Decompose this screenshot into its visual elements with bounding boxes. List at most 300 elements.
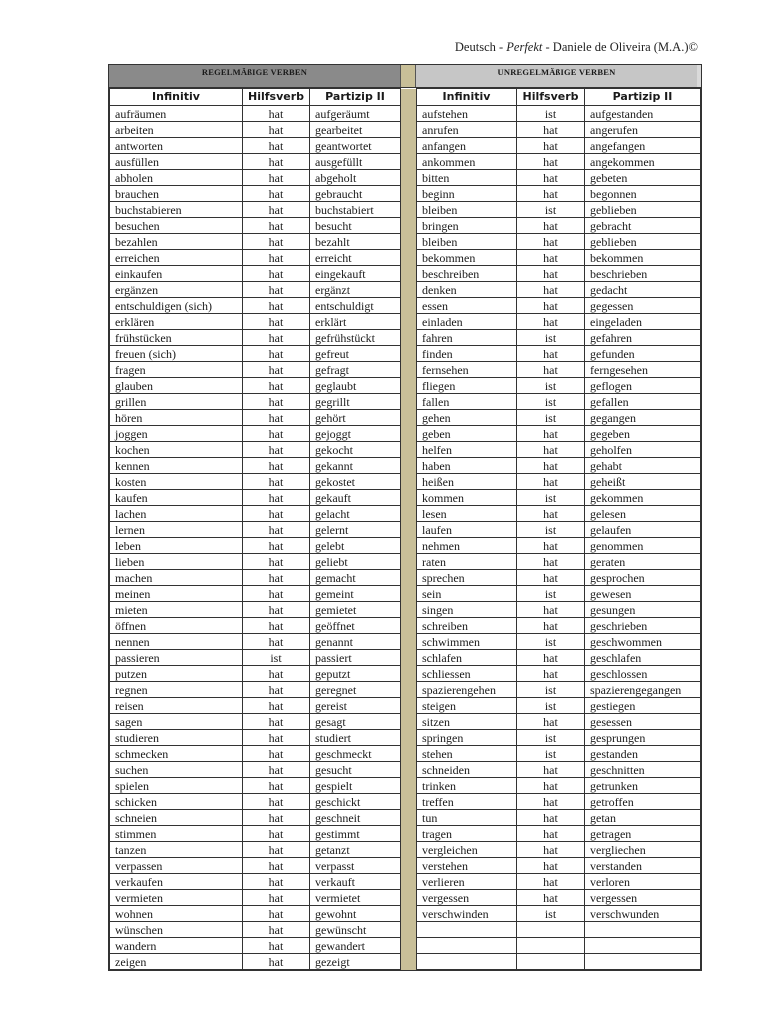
regular-infinitiv-cell: arbeiten [110, 122, 243, 138]
regular-hilfsverb-cell: hat [243, 218, 310, 234]
divider-cell [401, 762, 417, 778]
irregular-hilfsverb-cell: ist [517, 906, 585, 922]
regular-hilfsverb-cell: hat [243, 634, 310, 650]
regular-partizip-cell: geöffnet [310, 618, 401, 634]
col-header-hilfsverb-irregular: Hilfsverb [517, 89, 585, 106]
irregular-partizip-cell: ferngesehen [585, 362, 701, 378]
irregular-infinitiv-cell: haben [417, 458, 517, 474]
irregular-hilfsverb-cell: hat [517, 474, 585, 490]
table-row [110, 618, 701, 634]
divider-cell [401, 138, 417, 154]
irregular-partizip-cell: angerufen [585, 122, 701, 138]
irregular-partizip-cell: geschwommen [585, 634, 701, 650]
irregular-infinitiv-cell: trinken [417, 778, 517, 794]
regular-infinitiv-cell: lieben [110, 554, 243, 570]
regular-partizip-cell: geschneit [310, 810, 401, 826]
regular-hilfsverb-cell: hat [243, 122, 310, 138]
regular-hilfsverb-cell: hat [243, 202, 310, 218]
irregular-infinitiv-cell: stehen [417, 746, 517, 762]
irregular-partizip-cell: gefahren [585, 330, 701, 346]
irregular-infinitiv-cell: essen [417, 298, 517, 314]
table-row [110, 442, 701, 458]
irregular-partizip-cell: geschrieben [585, 618, 701, 634]
regular-hilfsverb-cell: hat [243, 186, 310, 202]
irregular-infinitiv-cell: fliegen [417, 378, 517, 394]
irregular-partizip-cell: gefallen [585, 394, 701, 410]
divider-cell [401, 122, 417, 138]
table-row [110, 906, 701, 922]
irregular-infinitiv-cell: bleiben [417, 234, 517, 250]
irregular-hilfsverb-cell: hat [517, 250, 585, 266]
irregular-partizip-cell: gebeten [585, 170, 701, 186]
table-row [110, 474, 701, 490]
divider-cell [401, 778, 417, 794]
regular-partizip-cell: geputzt [310, 666, 401, 682]
irregular-hilfsverb-cell: hat [517, 186, 585, 202]
irregular-partizip-cell: bekommen [585, 250, 701, 266]
regular-partizip-cell: eingekauft [310, 266, 401, 282]
irregular-infinitiv-cell: fernsehen [417, 362, 517, 378]
table-row [110, 490, 701, 506]
regular-infinitiv-cell: bezahlen [110, 234, 243, 250]
table-row [110, 730, 701, 746]
regular-hilfsverb-cell: hat [243, 698, 310, 714]
table-row [110, 922, 701, 938]
irregular-hilfsverb-cell: hat [517, 762, 585, 778]
divider-cell [401, 346, 417, 362]
irregular-partizip-cell: vergessen [585, 890, 701, 906]
irregular-infinitiv-cell: steigen [417, 698, 517, 714]
irregular-partizip-cell [585, 938, 701, 954]
irregular-partizip-cell: geraten [585, 554, 701, 570]
col-header-hilfsverb-regular: Hilfsverb [243, 89, 310, 106]
divider-cell [401, 714, 417, 730]
regular-partizip-cell: gewohnt [310, 906, 401, 922]
regular-hilfsverb-cell: hat [243, 394, 310, 410]
regular-hilfsverb-cell: hat [243, 458, 310, 474]
divider-cell [401, 234, 417, 250]
regular-hilfsverb-cell: hat [243, 282, 310, 298]
irregular-partizip-cell: gesungen [585, 602, 701, 618]
irregular-infinitiv-cell: lesen [417, 506, 517, 522]
irregular-infinitiv-cell: anfangen [417, 138, 517, 154]
irregular-infinitiv-cell: aufstehen [417, 106, 517, 122]
divider-cell [401, 890, 417, 906]
divider-cell [401, 938, 417, 954]
table-row [110, 522, 701, 538]
irregular-hilfsverb-cell: hat [517, 890, 585, 906]
irregular-hilfsverb-cell: hat [517, 858, 585, 874]
regular-partizip-cell: gemeint [310, 586, 401, 602]
regular-hilfsverb-cell: hat [243, 602, 310, 618]
regular-partizip-cell: gesagt [310, 714, 401, 730]
col-header-infinitiv-regular: Infinitiv [110, 89, 243, 106]
irregular-infinitiv-cell: denken [417, 282, 517, 298]
regular-hilfsverb-cell: hat [243, 762, 310, 778]
divider-cell [401, 89, 417, 106]
regular-hilfsverb-cell: hat [243, 618, 310, 634]
divider-cell [401, 858, 417, 874]
irregular-infinitiv-cell: einladen [417, 314, 517, 330]
regular-partizip-cell: abgeholt [310, 170, 401, 186]
irregular-partizip-cell: gegessen [585, 298, 701, 314]
irregular-hilfsverb-cell: hat [517, 442, 585, 458]
irregular-partizip-cell: spazierengegangen [585, 682, 701, 698]
irregular-partizip-cell: begonnen [585, 186, 701, 202]
irregular-infinitiv-cell: tun [417, 810, 517, 826]
regular-infinitiv-cell: frühstücken [110, 330, 243, 346]
irregular-hilfsverb-cell: hat [517, 234, 585, 250]
divider-cell [401, 378, 417, 394]
irregular-hilfsverb-cell: hat [517, 810, 585, 826]
irregular-hilfsverb-cell: hat [517, 282, 585, 298]
regular-infinitiv-cell: stimmen [110, 826, 243, 842]
regular-partizip-cell: gespielt [310, 778, 401, 794]
divider-cell [401, 266, 417, 282]
regular-hilfsverb-cell: hat [243, 138, 310, 154]
table-row [110, 762, 701, 778]
regular-infinitiv-cell: leben [110, 538, 243, 554]
regular-hilfsverb-cell: hat [243, 794, 310, 810]
irregular-partizip-cell: beschrieben [585, 266, 701, 282]
irregular-infinitiv-cell: ankommen [417, 154, 517, 170]
divider-cell [401, 186, 417, 202]
table-row [110, 186, 701, 202]
table-row [110, 170, 701, 186]
irregular-partizip-cell: angekommen [585, 154, 701, 170]
irregular-hilfsverb-cell [517, 954, 585, 970]
divider-cell [401, 682, 417, 698]
regular-partizip-cell: gefrühstückt [310, 330, 401, 346]
irregular-infinitiv-cell: raten [417, 554, 517, 570]
irregular-hilfsverb-cell: ist [517, 202, 585, 218]
irregular-partizip-cell: gegeben [585, 426, 701, 442]
irregular-partizip-cell: geblieben [585, 234, 701, 250]
regular-hilfsverb-cell: hat [243, 714, 310, 730]
regular-infinitiv-cell: aufräumen [110, 106, 243, 122]
irregular-infinitiv-cell: schliessen [417, 666, 517, 682]
table-row [110, 778, 701, 794]
regular-infinitiv-cell: kochen [110, 442, 243, 458]
irregular-hilfsverb-cell: ist [517, 634, 585, 650]
regular-partizip-cell: geliebt [310, 554, 401, 570]
divider-cell [401, 522, 417, 538]
header-italic: Perfekt [506, 40, 543, 54]
regular-infinitiv-cell: fragen [110, 362, 243, 378]
irregular-partizip-cell: gelesen [585, 506, 701, 522]
irregular-hilfsverb-cell: hat [517, 666, 585, 682]
table-row [110, 826, 701, 842]
regular-infinitiv-cell: vermieten [110, 890, 243, 906]
divider-cell [401, 506, 417, 522]
regular-partizip-cell: gewünscht [310, 922, 401, 938]
regular-hilfsverb-cell: hat [243, 538, 310, 554]
divider-cell [401, 922, 417, 938]
regular-hilfsverb-cell: hat [243, 874, 310, 890]
table-row [110, 938, 701, 954]
table-row [110, 698, 701, 714]
divider-cell [401, 842, 417, 858]
table-row [110, 154, 701, 170]
irregular-partizip-cell: eingeladen [585, 314, 701, 330]
irregular-partizip-cell: gehabt [585, 458, 701, 474]
irregular-infinitiv-cell: vergessen [417, 890, 517, 906]
divider-cell [401, 218, 417, 234]
irregular-infinitiv-cell: laufen [417, 522, 517, 538]
regular-infinitiv-cell: sagen [110, 714, 243, 730]
table-row [110, 202, 701, 218]
regular-partizip-cell: gelebt [310, 538, 401, 554]
irregular-infinitiv-cell: vergleichen [417, 842, 517, 858]
table-row [110, 810, 701, 826]
irregular-infinitiv-cell: tragen [417, 826, 517, 842]
col-header-partizip-irregular: Partizip II [585, 89, 701, 106]
irregular-infinitiv-cell: bringen [417, 218, 517, 234]
irregular-infinitiv-cell: verstehen [417, 858, 517, 874]
divider-cell [401, 314, 417, 330]
irregular-hilfsverb-cell: hat [517, 218, 585, 234]
regular-partizip-cell: gekannt [310, 458, 401, 474]
regular-infinitiv-cell: nennen [110, 634, 243, 650]
irregular-hilfsverb-cell: hat [517, 570, 585, 586]
table-row [110, 714, 701, 730]
irregular-partizip-cell: getragen [585, 826, 701, 842]
regular-partizip-cell: studiert [310, 730, 401, 746]
irregular-verbs-title: UNREGELMÄßIGE VERBEN [416, 65, 701, 87]
regular-infinitiv-cell: schneien [110, 810, 243, 826]
regular-hilfsverb-cell: hat [243, 826, 310, 842]
regular-hilfsverb-cell: hat [243, 922, 310, 938]
irregular-infinitiv-cell: verlieren [417, 874, 517, 890]
irregular-hilfsverb-cell: hat [517, 458, 585, 474]
regular-infinitiv-cell: kosten [110, 474, 243, 490]
divider-cell [401, 906, 417, 922]
table-row [110, 218, 701, 234]
regular-partizip-cell: geschickt [310, 794, 401, 810]
irregular-partizip-cell: gedacht [585, 282, 701, 298]
divider-cell [401, 570, 417, 586]
regular-hilfsverb-cell: hat [243, 426, 310, 442]
irregular-infinitiv-cell: fallen [417, 394, 517, 410]
irregular-hilfsverb-cell: ist [517, 698, 585, 714]
irregular-hilfsverb-cell [517, 938, 585, 954]
table-row [110, 890, 701, 906]
irregular-hilfsverb-cell: hat [517, 538, 585, 554]
regular-partizip-cell: gekauft [310, 490, 401, 506]
regular-infinitiv-cell: antworten [110, 138, 243, 154]
divider-cell [401, 282, 417, 298]
irregular-infinitiv-cell: schreiben [417, 618, 517, 634]
regular-partizip-cell: gesucht [310, 762, 401, 778]
regular-partizip-cell: gefreut [310, 346, 401, 362]
column-header-row [110, 89, 701, 106]
header-suffix: - Daniele de Oliveira (M.A.)© [542, 40, 698, 54]
regular-infinitiv-cell: spielen [110, 778, 243, 794]
irregular-hilfsverb-cell: ist [517, 682, 585, 698]
irregular-partizip-cell: geschnitten [585, 762, 701, 778]
regular-hilfsverb-cell: hat [243, 570, 310, 586]
regular-infinitiv-cell: machen [110, 570, 243, 586]
header-prefix: Deutsch - [454, 40, 507, 54]
irregular-partizip-cell: aufgestanden [585, 106, 701, 122]
irregular-partizip-cell: getan [585, 810, 701, 826]
table-row [110, 426, 701, 442]
table-row [110, 298, 701, 314]
divider-cell [401, 394, 417, 410]
section-header-band [109, 65, 701, 88]
irregular-hilfsverb-cell: hat [517, 794, 585, 810]
irregular-infinitiv-cell: schwimmen [417, 634, 517, 650]
regular-verbs-title: REGELMÄßIGE VERBEN [109, 65, 400, 87]
regular-infinitiv-cell: einkaufen [110, 266, 243, 282]
irregular-infinitiv-cell: fahren [417, 330, 517, 346]
divider-cell [401, 602, 417, 618]
irregular-hilfsverb-cell: hat [517, 426, 585, 442]
table-row [110, 106, 701, 122]
irregular-infinitiv-cell: anrufen [417, 122, 517, 138]
irregular-hilfsverb-cell: hat [517, 874, 585, 890]
regular-hilfsverb-cell: hat [243, 938, 310, 954]
document-header [455, 40, 698, 55]
irregular-partizip-cell: geblieben [585, 202, 701, 218]
divider-cell [401, 826, 417, 842]
irregular-partizip-cell [585, 922, 701, 938]
regular-infinitiv-cell: kaufen [110, 490, 243, 506]
irregular-partizip-cell: vergliechen [585, 842, 701, 858]
table-row [110, 538, 701, 554]
irregular-hilfsverb-cell: hat [517, 650, 585, 666]
regular-partizip-cell: gestimmt [310, 826, 401, 842]
divider-cell [401, 426, 417, 442]
divider-cell [401, 618, 417, 634]
regular-partizip-cell: aufgeräumt [310, 106, 401, 122]
regular-infinitiv-cell: hören [110, 410, 243, 426]
irregular-infinitiv-cell: sprechen [417, 570, 517, 586]
regular-partizip-cell: gereist [310, 698, 401, 714]
irregular-infinitiv-cell [417, 922, 517, 938]
regular-hilfsverb-cell: hat [243, 890, 310, 906]
irregular-hilfsverb-cell: hat [517, 714, 585, 730]
regular-infinitiv-cell: grillen [110, 394, 243, 410]
irregular-partizip-cell: gegangen [585, 410, 701, 426]
irregular-partizip-cell: gefunden [585, 346, 701, 362]
regular-partizip-cell: besucht [310, 218, 401, 234]
divider-cell [401, 458, 417, 474]
regular-infinitiv-cell: wünschen [110, 922, 243, 938]
regular-partizip-cell: passiert [310, 650, 401, 666]
regular-infinitiv-cell: buchstabieren [110, 202, 243, 218]
divider-cell [401, 730, 417, 746]
irregular-hilfsverb-cell: ist [517, 410, 585, 426]
regular-infinitiv-cell: kennen [110, 458, 243, 474]
irregular-hilfsverb-cell: hat [517, 298, 585, 314]
irregular-partizip-cell: verloren [585, 874, 701, 890]
regular-partizip-cell: bezahlt [310, 234, 401, 250]
irregular-hilfsverb-cell: ist [517, 490, 585, 506]
irregular-infinitiv-cell: schlafen [417, 650, 517, 666]
regular-hilfsverb-cell: hat [243, 378, 310, 394]
irregular-infinitiv-cell [417, 938, 517, 954]
regular-hilfsverb-cell: hat [243, 474, 310, 490]
irregular-partizip-cell: geschlossen [585, 666, 701, 682]
regular-hilfsverb-cell: hat [243, 298, 310, 314]
irregular-hilfsverb-cell: hat [517, 602, 585, 618]
divider-cell [401, 666, 417, 682]
divider-column [400, 65, 416, 87]
divider-cell [401, 170, 417, 186]
regular-hilfsverb-cell: hat [243, 858, 310, 874]
regular-hilfsverb-cell: hat [243, 730, 310, 746]
table-row [110, 794, 701, 810]
regular-infinitiv-cell: reisen [110, 698, 243, 714]
regular-infinitiv-cell: besuchen [110, 218, 243, 234]
regular-partizip-cell: gelernt [310, 522, 401, 538]
regular-infinitiv-cell: mieten [110, 602, 243, 618]
regular-infinitiv-cell: lernen [110, 522, 243, 538]
table-row [110, 234, 701, 250]
regular-hilfsverb-cell: hat [243, 170, 310, 186]
regular-partizip-cell: geschmeckt [310, 746, 401, 762]
irregular-infinitiv-cell: sitzen [417, 714, 517, 730]
irregular-infinitiv-cell: bleiben [417, 202, 517, 218]
irregular-partizip-cell: genommen [585, 538, 701, 554]
regular-partizip-cell: vermietet [310, 890, 401, 906]
regular-infinitiv-cell: putzen [110, 666, 243, 682]
irregular-infinitiv-cell: heißen [417, 474, 517, 490]
regular-partizip-cell: genannt [310, 634, 401, 650]
regular-infinitiv-cell: verpassen [110, 858, 243, 874]
divider-cell [401, 490, 417, 506]
regular-partizip-cell: geglaubt [310, 378, 401, 394]
regular-hilfsverb-cell: hat [243, 906, 310, 922]
irregular-partizip-cell: angefangen [585, 138, 701, 154]
regular-partizip-cell: gekostet [310, 474, 401, 490]
table-row [110, 554, 701, 570]
divider-cell [401, 698, 417, 714]
irregular-partizip-cell: geholfen [585, 442, 701, 458]
regular-hilfsverb-cell: hat [243, 234, 310, 250]
regular-hilfsverb-cell: hat [243, 810, 310, 826]
verb-grid [109, 88, 701, 970]
table-row [110, 682, 701, 698]
regular-hilfsverb-cell: hat [243, 314, 310, 330]
regular-partizip-cell: gewandert [310, 938, 401, 954]
regular-hilfsverb-cell: hat [243, 330, 310, 346]
table-row [110, 330, 701, 346]
irregular-hilfsverb-cell: hat [517, 826, 585, 842]
irregular-partizip-cell: gekommen [585, 490, 701, 506]
regular-partizip-cell: geantwortet [310, 138, 401, 154]
irregular-infinitiv-cell: kommen [417, 490, 517, 506]
regular-partizip-cell: getanzt [310, 842, 401, 858]
divider-cell [401, 330, 417, 346]
divider-cell [401, 810, 417, 826]
regular-partizip-cell: gemietet [310, 602, 401, 618]
irregular-hilfsverb-cell: ist [517, 106, 585, 122]
divider-cell [401, 410, 417, 426]
table-row [110, 266, 701, 282]
divider-cell [401, 634, 417, 650]
regular-partizip-cell: gejoggt [310, 426, 401, 442]
irregular-partizip-cell: getrunken [585, 778, 701, 794]
divider-cell [401, 106, 417, 122]
table-row [110, 746, 701, 762]
irregular-hilfsverb-cell: hat [517, 506, 585, 522]
irregular-infinitiv-cell: beginn [417, 186, 517, 202]
regular-partizip-cell: erklärt [310, 314, 401, 330]
regular-partizip-cell: ergänzt [310, 282, 401, 298]
irregular-hilfsverb-cell: hat [517, 554, 585, 570]
